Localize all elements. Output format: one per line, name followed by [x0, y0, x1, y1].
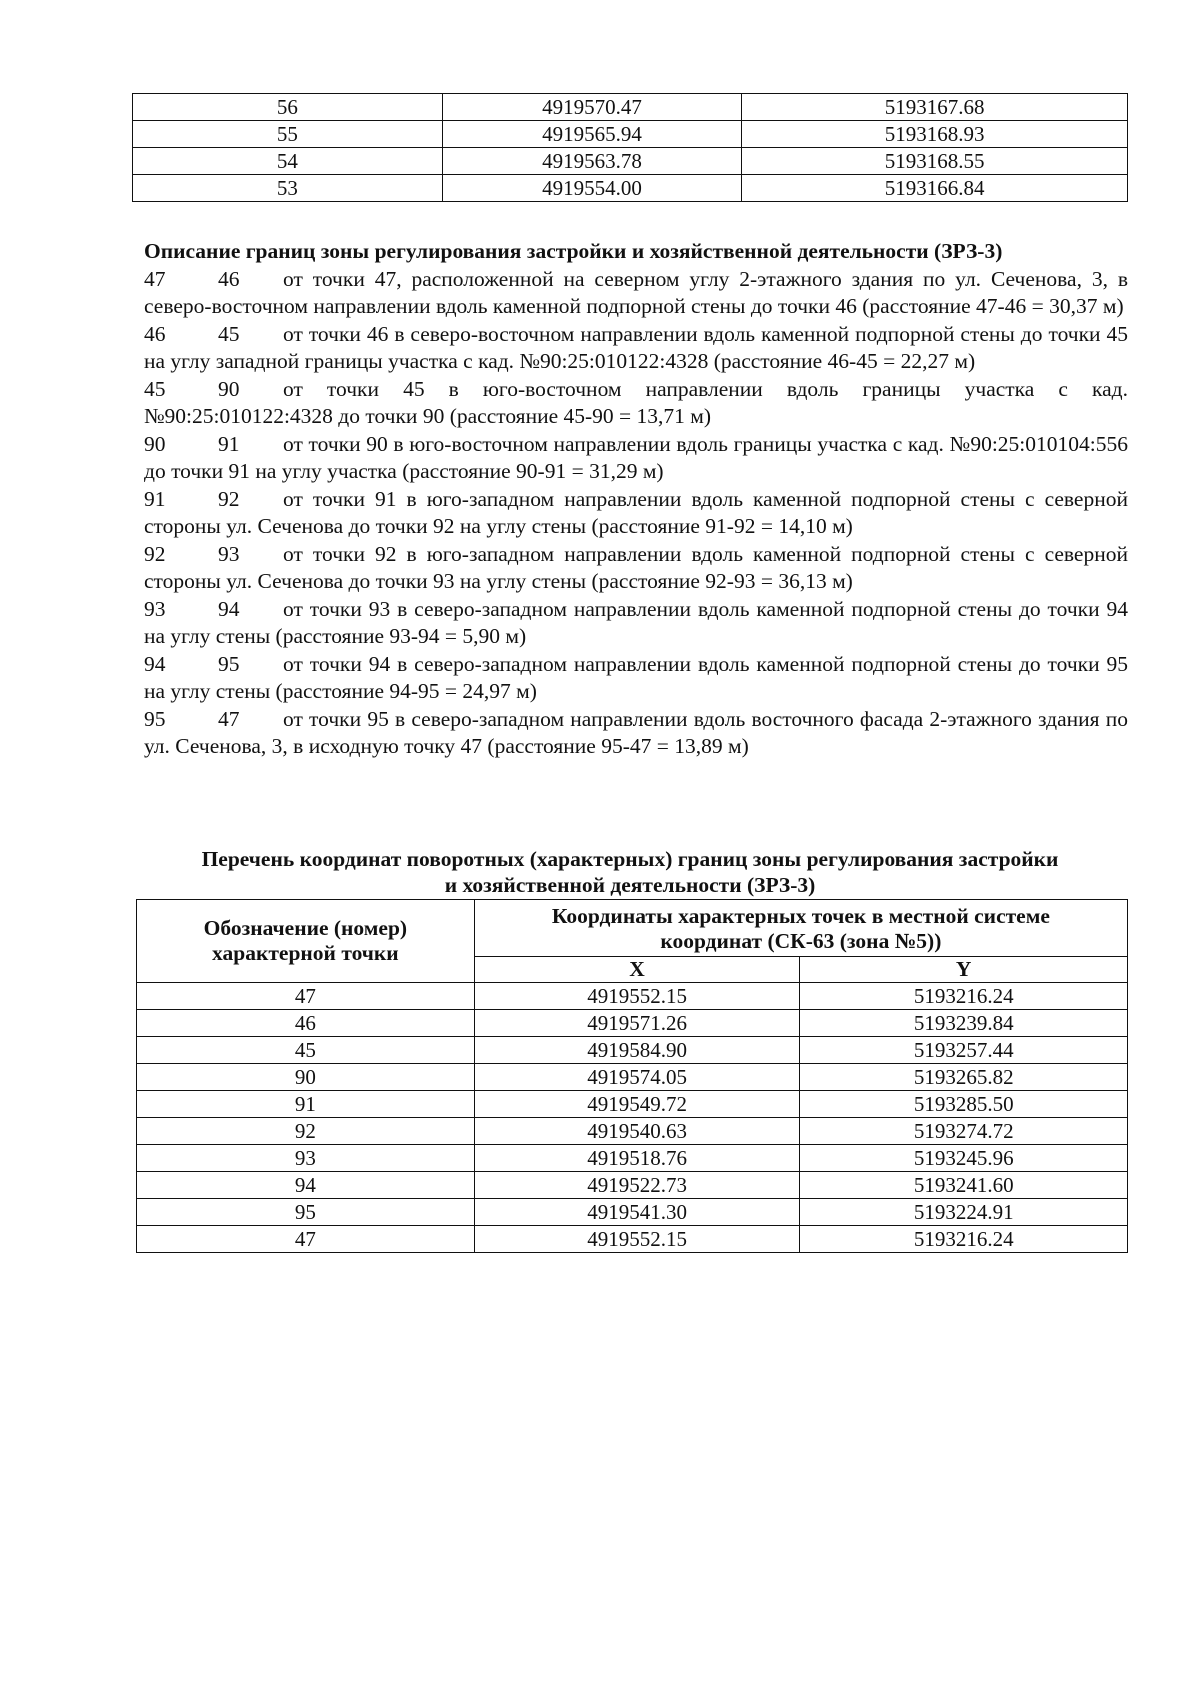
- x-coordinate-cell: 4919518.76: [474, 1145, 800, 1172]
- boundary-segment: [144, 706, 1128, 761]
- point-number-cell: 45: [137, 1037, 475, 1064]
- table-row: [137, 983, 1128, 1010]
- segment-text: от точки 91 в юго-западном направлении вдоль каменной подпорной стены с северной стороны ул. Сеченова до точки 92 на углу стены (расстояние 91-92 = 14,10 м): [144, 486, 1128, 538]
- segment-from-point: 93: [144, 596, 166, 621]
- point-number-cell: 55: [133, 121, 443, 148]
- y-coordinate-cell: 5193168.55: [742, 148, 1128, 175]
- x-coordinate-cell: 4919563.78: [442, 148, 742, 175]
- segment-from-point: 47: [144, 266, 166, 291]
- segment-text: от точки 92 в юго-западном направлении вдоль каменной подпорной стены с северной стороны ул. Сеченова до точки 93 на углу стены (расстояние 92-93 = 36,13 м): [144, 541, 1128, 593]
- boundary-segment: [144, 376, 1128, 431]
- y-coordinate-cell: 5193245.96: [800, 1145, 1128, 1172]
- segment-text: от точки 94 в северо-западном направлении вдоль каменной подпорной стены до точки 95 на углу стены (расстояние 94-95 = 24,97 м): [144, 651, 1128, 703]
- segment-to-point: 46: [218, 266, 240, 291]
- point-number-cell: 91: [137, 1091, 475, 1118]
- table-row: [133, 175, 1128, 202]
- segment-from-point: 91: [144, 486, 166, 511]
- y-coordinate-cell: 5193224.91: [800, 1199, 1128, 1226]
- segment-from-point: 95: [144, 706, 166, 731]
- segment-from-point: 46: [144, 321, 166, 346]
- y-coordinate-cell: 5193241.60: [800, 1172, 1128, 1199]
- boundary-segment: [144, 651, 1128, 706]
- point-number-cell: 95: [137, 1199, 475, 1226]
- segment-text: от точки 46 в северо-восточном направлении вдоль каменной подпорной стены до точки 45 на углу западной границы участка с кад. №90:25:010122:4328 (расстояние 46-45 = 22,27 м): [144, 321, 1128, 373]
- table-row: [133, 121, 1128, 148]
- boundary-segment: [144, 541, 1128, 596]
- boundary-segment: [144, 486, 1128, 541]
- y-coordinate-cell: 5193168.93: [742, 121, 1128, 148]
- x-coordinate-cell: 4919540.63: [474, 1118, 800, 1145]
- table-row: [137, 1172, 1128, 1199]
- point-number-cell: 54: [133, 148, 443, 175]
- x-coordinate-cell: 4919552.15: [474, 1226, 800, 1253]
- boundary-segment: [144, 596, 1128, 651]
- segment-to-point: 90: [218, 376, 240, 401]
- x-coordinate-cell: 4919574.05: [474, 1064, 800, 1091]
- coordinates-table: [136, 899, 1128, 1253]
- segment-to-point: 94: [218, 596, 240, 621]
- segment-from-point: 90: [144, 431, 166, 456]
- x-coordinate-cell: 4919565.94: [442, 121, 742, 148]
- point-number-cell: 94: [137, 1172, 475, 1199]
- section-title: Описание границ зоны регулирования застройки и хозяйственной деятельности (ЗРЗ-3): [144, 239, 1003, 263]
- header-coordinates: Координаты характерных точек в местной системе координат (СК-63 (зона №5)): [474, 900, 1127, 957]
- boundary-description: [144, 238, 1128, 761]
- point-number-cell: 56: [133, 94, 443, 121]
- y-coordinate-cell: 5193274.72: [800, 1118, 1128, 1145]
- table-row: [133, 148, 1128, 175]
- coordinates-list-title: [132, 846, 1128, 898]
- x-coordinate-cell: 4919554.00: [442, 175, 742, 202]
- y-coordinate-cell: 5193265.82: [800, 1064, 1128, 1091]
- y-coordinate-cell: 5193216.24: [800, 1226, 1128, 1253]
- title-line: и хозяйственной деятельности (ЗРЗ-3): [444, 873, 816, 897]
- table-header-row: [137, 900, 1128, 957]
- table-row: [137, 1199, 1128, 1226]
- point-number-cell: 53: [133, 175, 443, 202]
- x-coordinate-cell: 4919570.47: [442, 94, 742, 121]
- point-number-cell: 90: [137, 1064, 475, 1091]
- y-coordinate-cell: 5193257.44: [800, 1037, 1128, 1064]
- y-coordinate-cell: 5193166.84: [742, 175, 1128, 202]
- table-row: [137, 1037, 1128, 1064]
- segment-from-point: 94: [144, 651, 166, 676]
- segment-from-point: 92: [144, 541, 166, 566]
- segment-to-point: 92: [218, 486, 240, 511]
- header-x: X: [474, 957, 800, 983]
- segment-to-point: 47: [218, 706, 240, 731]
- y-coordinate-cell: 5193167.68: [742, 94, 1128, 121]
- point-number-cell: 92: [137, 1118, 475, 1145]
- x-coordinate-cell: 4919522.73: [474, 1172, 800, 1199]
- x-coordinate-cell: 4919549.72: [474, 1091, 800, 1118]
- segment-text: от точки 47, расположенной на северном углу 2-этажного здания по ул. Сеченова, 3, в северо-восточном направлении вдоль каменной подпорной стены до точки 46 (расстояние 47-46 = 30,37 м): [144, 266, 1128, 318]
- table-row: [137, 1064, 1128, 1091]
- point-number-cell: 46: [137, 1010, 475, 1037]
- title-line: Перечень координат поворотных (характерных) границ зоны регулирования застройки: [201, 847, 1059, 871]
- header-y: Y: [800, 957, 1128, 983]
- y-coordinate-cell: 5193285.50: [800, 1091, 1128, 1118]
- segment-text: от точки 93 в северо-западном направлении вдоль каменной подпорной стены до точки 94 на углу стены (расстояние 93-94 = 5,90 м): [144, 596, 1128, 648]
- point-number-cell: 47: [137, 983, 475, 1010]
- segment-to-point: 91: [218, 431, 240, 456]
- boundary-segment: [144, 431, 1128, 486]
- table-row: [137, 1010, 1128, 1037]
- x-coordinate-cell: 4919584.90: [474, 1037, 800, 1064]
- table-row: [133, 94, 1128, 121]
- segment-text: от точки 90 в юго-восточном направлении вдоль границы участка с кад. №90:25:010104:556 до точки 91 на углу участка (расстояние 90-91 = 31,29 м): [144, 431, 1128, 483]
- boundary-segment: [144, 266, 1128, 321]
- table-row: [137, 1145, 1128, 1172]
- table-row: [137, 1091, 1128, 1118]
- boundary-segment: [144, 321, 1128, 376]
- segment-to-point: 93: [218, 541, 240, 566]
- segment-text: от точки 95 в северо-западном направлении вдоль восточного фасада 2-этажного здания по ул. Сеченова, 3, в исходную точку 47 (расстояние 95-47 = 13,89 м): [144, 706, 1128, 758]
- x-coordinate-cell: 4919552.15: [474, 983, 800, 1010]
- point-number-cell: 93: [137, 1145, 475, 1172]
- segment-from-point: 45: [144, 376, 166, 401]
- y-coordinate-cell: 5193216.24: [800, 983, 1128, 1010]
- x-coordinate-cell: 4919541.30: [474, 1199, 800, 1226]
- segment-to-point: 45: [218, 321, 240, 346]
- header-point-designation: Обозначение (номер) характерной точки: [137, 900, 475, 983]
- y-coordinate-cell: 5193239.84: [800, 1010, 1128, 1037]
- x-coordinate-cell: 4919571.26: [474, 1010, 800, 1037]
- segment-to-point: 95: [218, 651, 240, 676]
- point-number-cell: 47: [137, 1226, 475, 1253]
- table-row: [137, 1118, 1128, 1145]
- top-coordinates-table: [132, 93, 1128, 202]
- table-row: [137, 1226, 1128, 1253]
- segment-text: от точки 45 в юго-восточном направлении вдоль границы участка с кад. №90:25:010122:4328 до точки 90 (расстояние 45-90 = 13,71 м): [144, 376, 1128, 428]
